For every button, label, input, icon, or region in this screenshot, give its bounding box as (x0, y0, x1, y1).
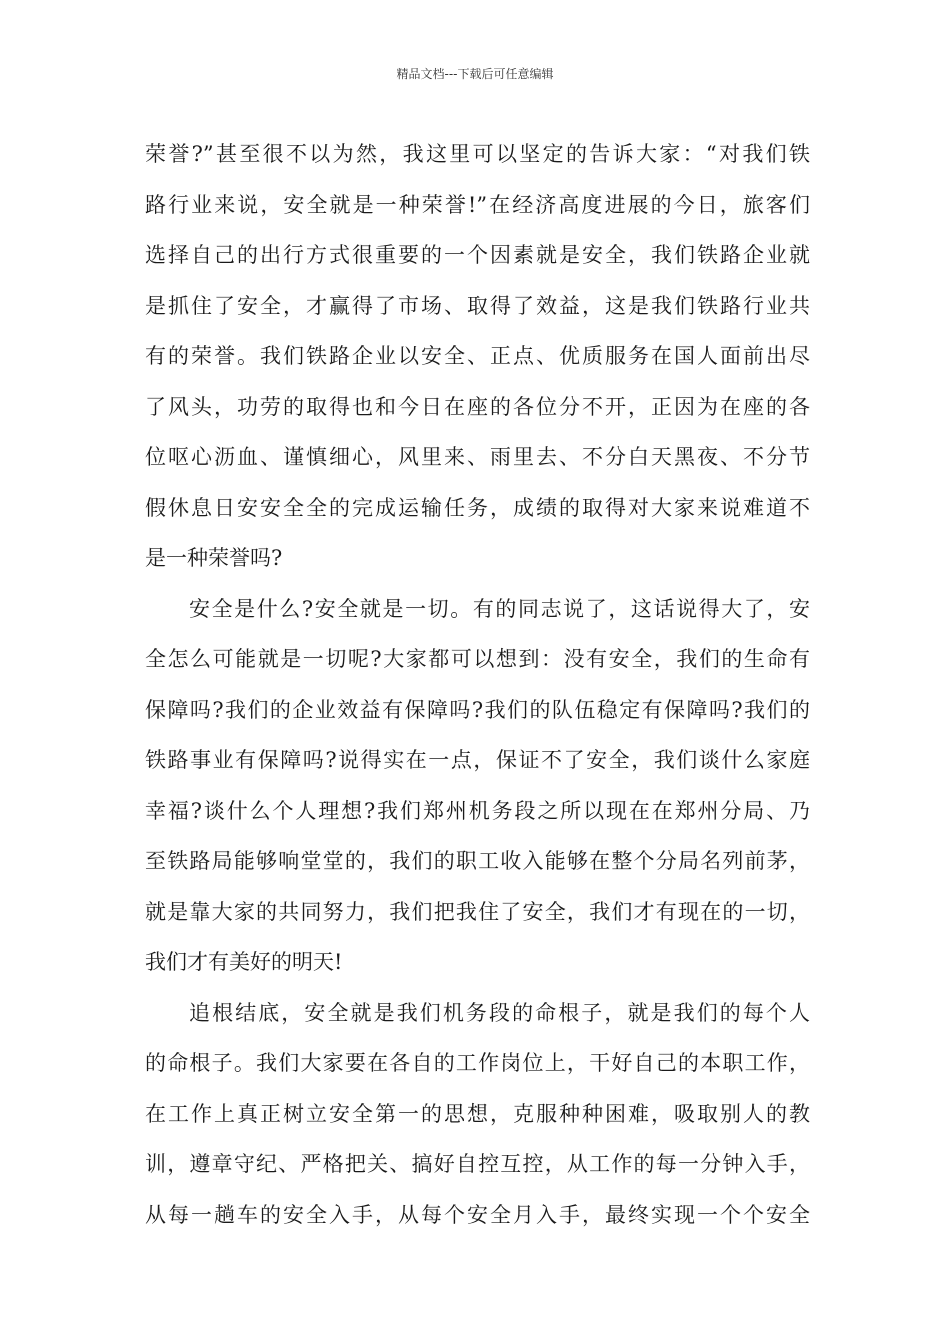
document-body (145, 132, 810, 1243)
paragraph-1 (145, 132, 810, 587)
text-line: 训，遵章守纪、严格把关、搞好自控互控，从工作的每一分钟入手， (145, 1152, 810, 1176)
text-line: 幸福?谈什么个人理想?我们郑州机务段之所以现在在郑州分局、乃 (145, 798, 810, 823)
text-line: 荣誉?”甚至很不以为然，我这里可以坚定的告诉大家：“对我们铁 (145, 142, 810, 166)
text-line-first: 追根结底，安全就是我们机务段的命根子，就是我们的每个人 (189, 1000, 810, 1025)
text-line: 就是靠大家的共同努力，我们把我住了安全，我们才有现在的一切， (145, 899, 810, 924)
text-line: 在工作上真正树立安全第一的思想，克服种种困难，吸取别人的教 (145, 1101, 810, 1126)
text-line: 位呕心沥血、谨慎细心，风里来、雨里去、不分白天黑夜、不分节 (145, 445, 810, 469)
text-line: 选择自己的出行方式很重要的一个因素就是安全，我们铁路企业就 (145, 243, 810, 267)
text-line-last: 我们才有美好的明天! (145, 950, 343, 974)
text-line: 铁路事业有保障吗?说得实在一点，保证不了安全，我们谈什么家庭 (145, 748, 810, 772)
text-line: 全怎么可能就是一切呢?大家都可以想到：没有安全，我们的生命有 (145, 647, 810, 671)
text-line: 至铁路局能够响堂堂的，我们的职工收入能够在整个分局名列前茅， (145, 849, 810, 873)
text-line: 路行业来说，安全就是一种荣誉!”在经济高度进展的今日，旅客们 (145, 192, 810, 217)
paragraph-2 (145, 587, 810, 991)
paragraph-3 (145, 991, 810, 1244)
text-line: 保障吗?我们的企业效益有保障吗?我们的队伍稳定有保障吗?我们的 (145, 697, 810, 722)
text-line: 假休息日安安全全的完成运输任务，成绩的取得对大家来说难道不 (145, 495, 810, 520)
text-line-first: 安全是什么?安全就是一切。有的同志说了，这话说得大了，安 (189, 596, 810, 621)
text-line: 的命根子。我们大家要在各自的工作岗位上，干好自己的本职工作， (145, 1051, 810, 1075)
text-line: 了风头，功劳的取得也和今日在座的各位分不开，正因为在座的各 (145, 394, 810, 419)
page-header: 精品文档---下载后可任意编辑 (396, 67, 554, 81)
text-line-last: 是一种荣誉吗? (145, 546, 283, 570)
text-line: 有的荣誉。我们铁路企业以安全、正点、优质服务在国人面前出尽 (145, 344, 810, 368)
text-line: 是抓住了安全，才赢得了市场、取得了效益，这是我们铁路行业共 (145, 293, 810, 318)
text-line: 从每一趟车的安全入手，从每个安全月入手，最终实现一个个安全 (145, 1202, 810, 1227)
